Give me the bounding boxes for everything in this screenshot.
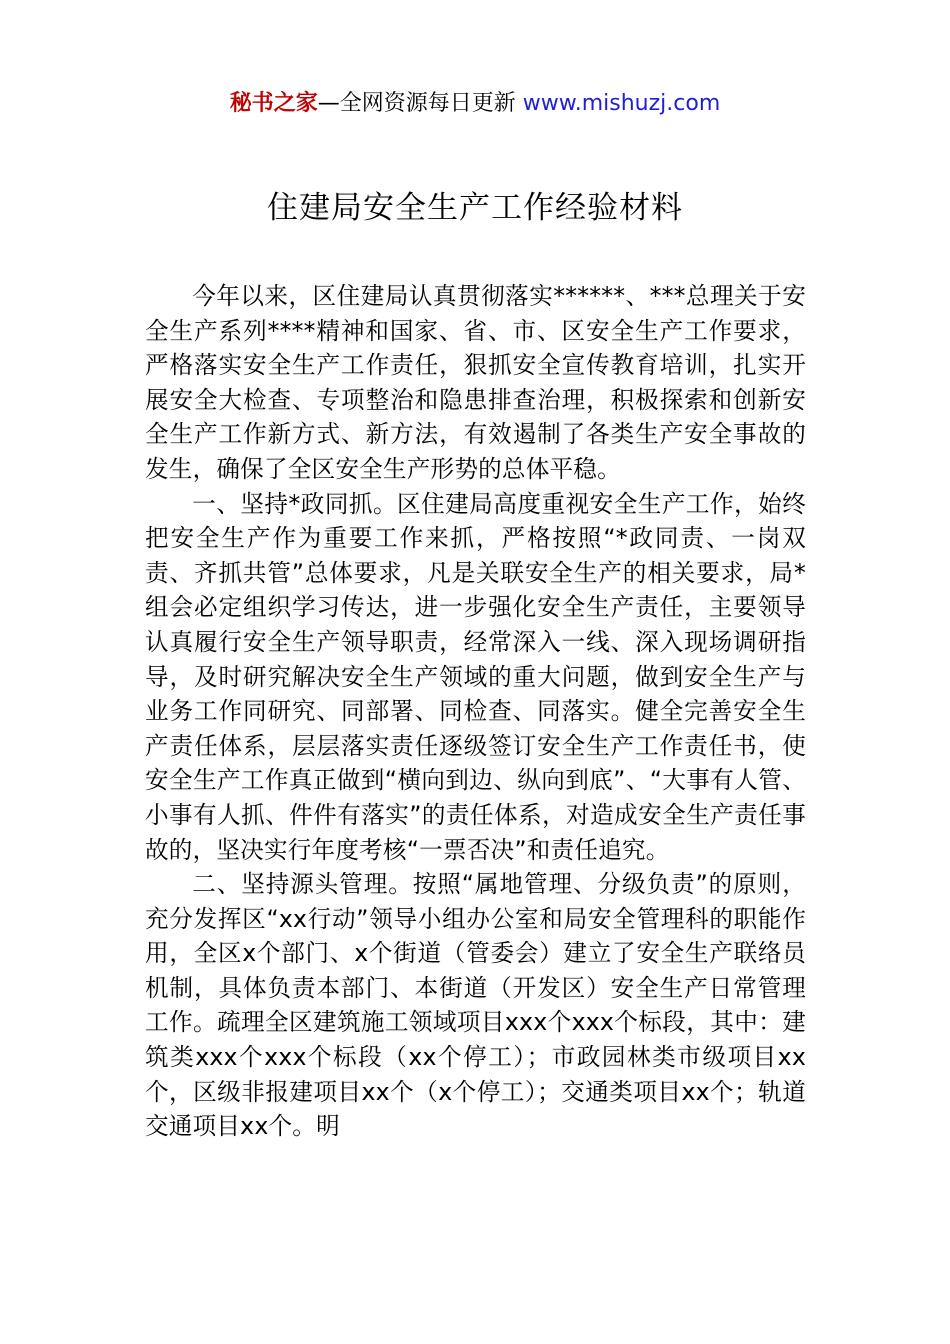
site-url-link[interactable]: www.mishuzj.com	[522, 91, 721, 116]
paragraph-section-one: 一、坚持*政同抓。区住建局高度重视安全生产工作，始终把安全生产作为重要工作来抓，严格按照“*政同责、一岗双责、齐抓共管”总体要求，凡是关联安全生产的相关要求，局*组会必定组织学习传达，进一步强化安全生产责任，主要领导认真履行安全生产领导职责，经常深入一线、深入现场调研指导，及时研究解决安全生产领域的重大问题，做到安全生产与业务工作同研究、同部署、同检查、同落实。健全完善安全生产责任体系，层层落实责任逐级签订安全生产工作责任书，使安全生产工作真正做到“横向到边、纵向到底”、“大事有人管、小事有人抓、件件有落实”的责任体系，对造成安全生产责任事故的，坚决实行年度考核“一票否决”和责任追究。	[145, 489, 806, 864]
paragraph-intro: 今年以来，区住建局认真贯彻落实******、***总理关于安全生产系列****精神和国家、省、市、区安全生产工作要求，严格落实安全生产工作责任，狠抓安全宣传教育培训，扎实开展安全大检查、专项整治和隐患排查治理，积极探索和创新安全生产工作新方式、新方法，有效遏制了各类生产安全事故的发生，确保了全区安全生产形势的总体平稳。	[145, 282, 806, 483]
site-header	[0, 88, 950, 120]
document-body	[145, 279, 806, 1144]
brand-name: 秘书之家	[229, 91, 318, 116]
document-title: 住建局安全生产工作经验材料	[267, 190, 683, 226]
paragraph-section-two: 二、坚持源头管理。按照“属地管理、分级负责”的原则，充分发挥区“xx行动”领导小组办公室和局安全管理科的职能作用，全区x个部门、x个街道（管委会）建立了安全生产联络员机制，具体负责本部门、本街道（开发区）安全生产日常管理工作。疏理全区建筑施工领域项目xxx个xxx个标段，其中：建筑类xxx个xxx个标段（xx个停工）；市政园林类市级项目xx个，区级非报建项目xx个（x个停工）；交通类项目xx个；轨道交通项目xx个。明	[145, 870, 806, 1141]
header-tagline: —全网资源每日更新	[317, 91, 523, 116]
